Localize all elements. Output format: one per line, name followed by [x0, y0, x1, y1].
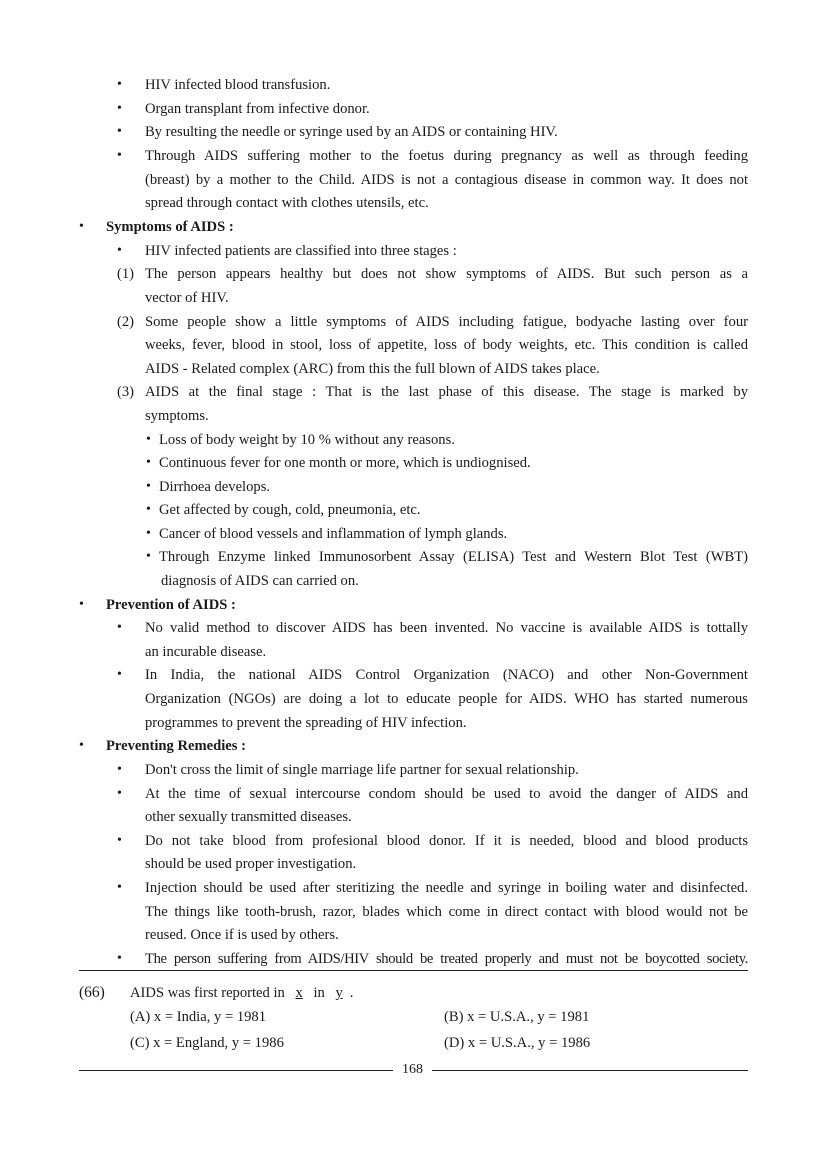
remedy-item-3-line-2: should be used proper investigation.: [145, 856, 357, 872]
section-heading-symptoms: Symptoms of AIDS :: [106, 219, 234, 235]
stage-2-line-3: AIDS - Related complex (ARC) from this the full blown of AIDS takes place.: [145, 361, 600, 377]
stage-2-line-1: Some people show a little symptoms of AIDS including fatigue, bodyache lasting over four: [145, 314, 748, 330]
stage-3-line-1: AIDS at the final stage : That is the last phase of this disease. The stage is marked by: [145, 384, 748, 400]
bullet: •: [146, 526, 151, 541]
bullet: •: [146, 455, 151, 470]
blank-y: y: [335, 985, 343, 1001]
bullet: •: [117, 786, 122, 801]
bullet: •: [117, 148, 122, 163]
remedy-item-3-line-1: Do not take blood from profesional blood donor. If it is needed, blood and blood products: [145, 833, 748, 849]
prevention-item-1-line-2: an incurable disease.: [145, 644, 267, 660]
bullet: •: [79, 219, 84, 234]
prevention-item-2-line-1: In India, the national AIDS Control Organization (NACO) and other Non-Government: [145, 667, 748, 683]
option-d: (D) x = U.S.A., y = 1986: [444, 1035, 591, 1051]
prevention-item-2-line-2: Organization (NGOs) are doing a lot to educate people for AIDS. WHO has started numerous: [145, 691, 748, 707]
option-a: (A) x = India, y = 1981: [130, 1009, 267, 1025]
remedy-item-4-line-2: The things like tooth-brush, razor, blades which come in direct contact with blood would not be: [145, 904, 748, 920]
symptom-sub-1: Loss of body weight by 10 % without any reasons.: [159, 432, 455, 448]
symptoms-intro: HIV infected patients are classified into three stages :: [145, 243, 457, 259]
bullet: •: [117, 951, 122, 966]
question-stem: [130, 984, 353, 1002]
remedy-item-2-line-2: other sexually transmitted diseases.: [145, 809, 352, 825]
question-number: (66): [79, 984, 105, 1001]
bullet: •: [146, 502, 151, 517]
transmission-item-4-line-3: spread through contact with clothes utensils, etc.: [145, 195, 429, 211]
remedy-item-5: The person suffering from AIDS/HIV should be treated properly and must not be boycotted society.: [145, 951, 748, 967]
bullet: •: [117, 762, 122, 777]
symptom-sub-4: Get affected by cough, cold, pneumonia, etc.: [159, 502, 421, 518]
option-b: (B) x = U.S.A., y = 1981: [444, 1009, 590, 1025]
remedy-item-2-line-1: At the time of sexual intercourse condom should be used to avoid the danger of AIDS and: [145, 786, 748, 802]
blank-x: x: [295, 985, 303, 1001]
page-number: 168: [402, 1062, 423, 1077]
question-stem-part-1: AIDS was first reported in: [130, 985, 285, 1001]
bullet: •: [146, 432, 151, 447]
bullet: •: [117, 124, 122, 139]
transmission-item-2: Organ transplant from infective donor.: [145, 101, 370, 117]
stage-1-line-2: vector of HIV.: [145, 290, 229, 306]
prevention-item-1-line-1: No valid method to discover AIDS has been invented. No vaccine is available AIDS is tottally: [145, 620, 748, 636]
section-heading-remedies: Preventing Remedies :: [106, 738, 246, 754]
footer-rule-right: [432, 1070, 748, 1071]
question-stem-part-2: in: [313, 985, 325, 1001]
stage-3-line-2: symptoms.: [145, 408, 209, 424]
symptom-sub-5: Cancer of blood vessels and inflammation of lymph glands.: [159, 526, 508, 542]
prevention-item-2-line-3: programmes to prevent the spreading of HIV infection.: [145, 715, 467, 731]
remedy-item-1: Don't cross the limit of single marriage life partner for sexual relationship.: [145, 762, 579, 778]
stage-number-3: (3): [117, 384, 135, 400]
bullet: •: [117, 667, 122, 682]
section-divider: [79, 970, 748, 971]
bullet: •: [117, 620, 122, 635]
symptom-sub-6-line-2: diagnosis of AIDS can carried on.: [161, 573, 359, 589]
transmission-item-1: HIV infected blood transfusion.: [145, 77, 331, 93]
stage-number-1: (1): [117, 266, 135, 282]
question-stem-end: .: [349, 985, 354, 1001]
bullet: •: [117, 101, 122, 116]
bullet: •: [117, 833, 122, 848]
bullet: •: [117, 243, 122, 258]
option-c: (C) x = England, y = 1986: [130, 1035, 284, 1051]
transmission-item-4-line-2: (breast) by a mother to the Child. AIDS is not a contagious disease in common way. It does not: [145, 172, 748, 188]
symptom-sub-2: Continuous fever for one month or more, which is undiognised.: [159, 455, 531, 471]
transmission-item-4-line-1: Through AIDS suffering mother to the foetus during pregnancy as well as through feeding: [145, 148, 748, 164]
bullet: •: [117, 77, 122, 92]
footer-rule-left: [79, 1070, 393, 1071]
symptom-sub-6-line-1: Through Enzyme linked Immunosorbent Assay (ELISA) Test and Western Blot Test (WBT): [159, 549, 748, 565]
remedy-item-4-line-3: reused. Once if is used by others.: [145, 927, 339, 943]
stage-number-2: (2): [117, 314, 135, 330]
bullet: •: [146, 549, 151, 564]
bullet: •: [79, 738, 84, 753]
symptom-sub-3: Dirrhoea develops.: [159, 479, 271, 495]
section-heading-prevention: Prevention of AIDS :: [106, 597, 236, 613]
stage-2-line-2: weeks, fever, blood in stool, loss of appetite, loss of body weights, etc. This condition is called: [145, 337, 748, 353]
remedy-item-4-line-1: Injection should be used after steritizing the needle and syringe in boiling water and disinfected.: [145, 880, 748, 896]
bullet: •: [117, 880, 122, 895]
bullet: •: [79, 597, 84, 612]
transmission-item-3: By resulting the needle or syringe used by an AIDS or containing HIV.: [145, 124, 558, 140]
stage-1-line-1: The person appears healthy but does not show symptoms of AIDS. But such person as a: [145, 266, 748, 282]
bullet: •: [146, 479, 151, 494]
